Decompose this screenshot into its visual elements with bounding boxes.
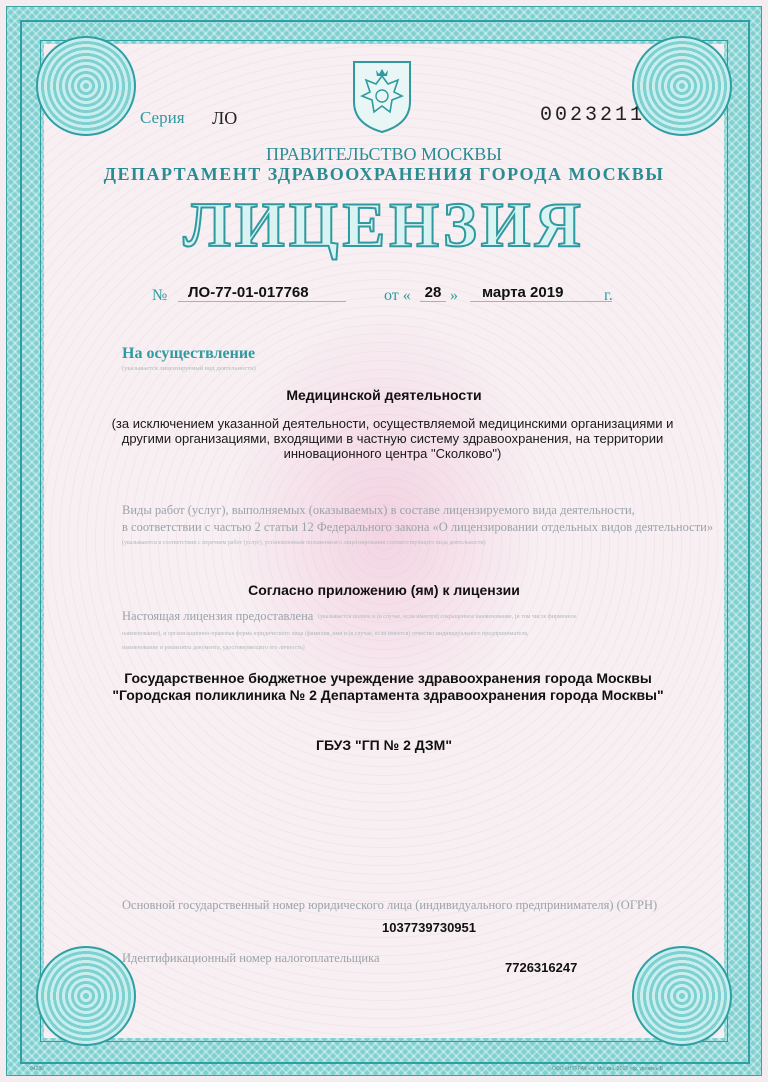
activity-label: На осуществление — [122, 345, 256, 362]
license-serial-number: 0023211 — [540, 104, 646, 127]
coat-of-arms-icon — [350, 58, 414, 134]
ogrn-value: 1037739730951 — [382, 920, 476, 935]
works-text-line2: в соответствии с частью 2 статьи 12 Федерального закона «О лицензировании отдельных видов деятельности» — [122, 520, 714, 534]
corner-rosette-icon — [36, 946, 136, 1046]
works-hint: (указываются в соответствии с перечнем работ (услуг), установленным положением о лицензировании соответствующего вида деятельности) — [122, 540, 486, 546]
license-month-year: марта 2019 — [470, 284, 612, 302]
series-label: Серия — [140, 108, 185, 127]
series-value: ЛО — [212, 108, 238, 128]
footer-code: 94236 — [30, 1066, 44, 1072]
activity-hint: (указывается лицензируемый вид деятельности) — [122, 365, 256, 372]
printer-info: ООО «НТТРАФ», г. Москва, 2017 год, уровень В — [552, 1066, 663, 1072]
grantee-short-name: ГБУЗ "ГП № 2 ДЗМ" — [316, 737, 452, 753]
date-from-label: от « — [384, 287, 411, 304]
grantee-hint-inline: (указывается полное и (в случае, если имеется) сокращенное наименование, (в том числе фирменное — [318, 614, 577, 620]
corner-rosette-icon — [632, 36, 732, 136]
date-day-close: » — [450, 287, 458, 304]
number-label: № — [152, 287, 168, 304]
ogrn-label: Основной государственный номер юридического лица (индивидуального предпринимателя) (ОГРН) — [122, 898, 658, 912]
grantee-label: Настоящая лицензия предоставлена — [122, 609, 314, 623]
activity-detail: (за исключением указанной деятельности, осуществляемой медицинскими организациями и другими организациями, входящими в частную систему здравоохранения, на территории инновационного центра "Сколково") — [111, 416, 674, 461]
works-text-line1: Виды работ (услуг), выполняемых (оказываемых) в составе лицензируемого вида деятельности, — [122, 503, 635, 517]
license-day: 28 — [420, 284, 446, 302]
corner-rosette-icon — [632, 946, 732, 1046]
year-suffix: г. — [604, 287, 613, 304]
grantee-hint-line3: наименование и реквизиты документа, удостоверяющего его личность) — [122, 645, 305, 651]
activity-name: Медицинской деятельности — [286, 387, 482, 403]
document-title: ЛИЦЕНЗИЯ — [183, 189, 585, 260]
inn-label: Идентификационный номер налогоплательщика — [122, 951, 380, 965]
inn-value: 7726316247 — [505, 960, 578, 975]
license-number: ЛО-77-01-017768 — [178, 284, 346, 302]
works-value: Согласно приложению (ям) к лицензии — [248, 582, 520, 598]
grantee-full-name: Государственное бюджетное учреждение здравоохранения города Москвы "Городская поликлиника № 2 Департамента здравоохранения города Москвы" — [112, 670, 664, 703]
grantee-hint-line2: наименование), и организационно-правовая форма юридического лица (фамилия, имя и (в случае, если имеется) отчество индивидуального предпринимателя, — [122, 631, 529, 637]
department-name: ДЕПАРТАМЕНТ ЗДРАВООХРАНЕНИЯ ГОРОДА МОСКВЫ — [103, 164, 665, 184]
corner-rosette-icon — [36, 36, 136, 136]
government-name: ПРАВИТЕЛЬСТВО МОСКВЫ — [265, 144, 502, 164]
